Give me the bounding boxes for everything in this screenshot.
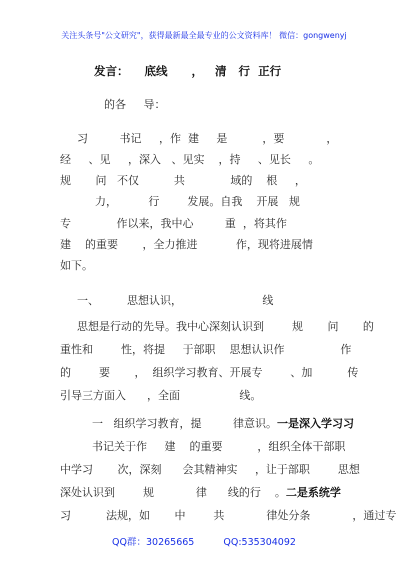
header-note: 关注头条号"公文研究"，获得最新最全最专业的公文资料库！ 微信：gongwenyj <box>61 31 347 40</box>
section-heading: 一、 思想认识， 线 <box>77 294 274 307</box>
para-1-line-5: 专 作以来，我中心 重 ，将其作 <box>60 217 287 230</box>
para-1-line-7: 如下。 <box>60 259 93 272</box>
qq-group: QQ群：30265665 <box>112 537 195 548</box>
point-one-bold: 一是深入学习习 <box>276 417 354 430</box>
para-4-line-2: 书记关于作 建 的重要 ，组织全体干部职 <box>92 440 346 453</box>
para-1-line-6: 建 的重要 ，全力推进 作，现将进展情 <box>60 238 313 251</box>
para-3-line-1: 思想是行动的先导。我中心深刻认识到 规 问 的 <box>77 320 374 333</box>
para-1-line-4: 力， 行 发展。自我 开展 规 <box>60 195 300 208</box>
para-3-line-3: 的 要 ， 组织学习教育、开展专 、加 传 <box>60 366 359 379</box>
para-4-line-1 <box>92 417 354 431</box>
footer-contact <box>0 534 408 548</box>
greeting: 的各 导： <box>104 98 166 111</box>
para-4-line-3: 中学习 次，深刻 会其精神实 ，让于部职 思想 <box>60 463 360 476</box>
doc-title: 发言： 底线 ， 清 行 正行 <box>94 64 282 78</box>
point-two-bold: 二是系统学 <box>285 486 341 499</box>
para-4-line-4 <box>60 486 341 500</box>
para-1-line-1: 习 书记 ，作 建 是 ，要 ， <box>77 132 338 145</box>
qq-number: QQ:535304092 <box>223 537 296 548</box>
para-4-line-4-text: 深处认识到 规 律 线的行 。 <box>60 486 286 499</box>
para-4-line-5: 习 法规，如 中 共 律处分条 ，通过专 <box>60 509 397 522</box>
para-1-line-2: 经 、见 ，深入 、见实 ，持 、见长 。 <box>60 153 320 166</box>
para-4-line-1-text: 一 组织学习教育，提 律意识。 <box>92 417 277 430</box>
para-3-line-2: 重性和 性，将提 于部职 思想认识作 作 <box>60 343 352 356</box>
para-3-line-4: 引导三方面入 ，全面 线。 <box>60 389 262 402</box>
para-1-line-3: 规 问 不仅 共 域的 根 ， <box>60 174 306 187</box>
